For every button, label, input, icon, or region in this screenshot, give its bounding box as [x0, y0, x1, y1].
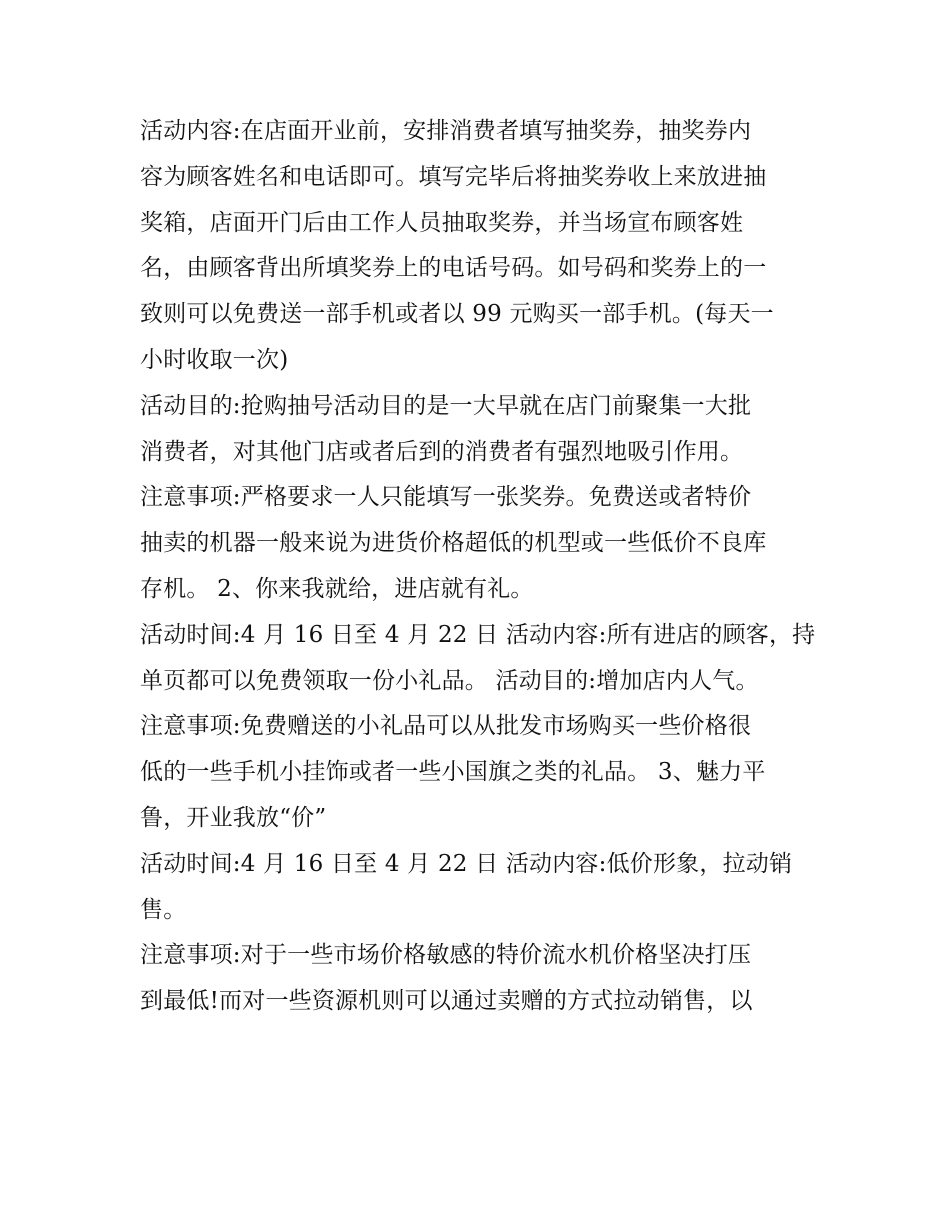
text-line: 活动时间:4 月 16 日至 4 月 22 日 活动内容:所有进店的顾客，持 — [140, 621, 816, 648]
text-line: 小时收取一次) — [140, 346, 289, 373]
text-line: 名，由顾客背出所填奖券上的电话号码。如号码和奖券上的一 — [140, 255, 767, 282]
document-body — [140, 109, 820, 1025]
text-line: 售。 — [140, 896, 187, 923]
text-line: 注意事项:严格要求一人只能填写一张奖券。免费送或者特价 — [140, 484, 752, 511]
text-line: 鲁，开业我放“价” — [140, 804, 327, 831]
text-line: 单页都可以免费领取一份小礼品。 活动目的:增加店内人气。 — [140, 667, 759, 694]
text-line: 活动内容:在店面开业前，安排消费者填写抽奖券，抽奖券内 — [140, 118, 752, 144]
text-line: 容为顾客姓名和电话即可。填写完毕后将抽奖券收上来放进抽 — [140, 163, 767, 190]
text-line: 活动时间:4 月 16 日至 4 月 22 日 活动内容:低价形象，拉动销 — [140, 850, 793, 877]
text-line: 致则可以免费送一部手机或者以 99 元购买一部手机。(每天一 — [140, 301, 774, 328]
text-line: 奖箱，店面开门后由工作人员抽取奖券，并当场宣布顾客姓 — [140, 209, 744, 236]
text-line: 注意事项:对于一些市场价格敏感的特价流水机价格坚决打压 — [140, 942, 752, 969]
text-line: 低的一些手机小挂饰或者一些小国旗之类的礼品。 3、魅力平 — [140, 759, 766, 786]
text-line: 到最低!而对一些资源机则可以通过卖赠的方式拉动销售，以 — [140, 988, 753, 1015]
text-line: 活动目的:抢购抽号活动目的是一大早就在店门前聚集一大批 — [140, 392, 752, 419]
text-line: 注意事项:免费赠送的小礼品可以从批发市场购买一些价格很 — [140, 713, 752, 740]
text-line: 抽卖的机器一般来说为进货价格超低的机型或一些低价不良库 — [140, 530, 767, 557]
text-line: 消费者，对其他门店或者后到的消费者有强烈地吸引作用。 — [140, 438, 744, 465]
text-line: 存机。 2、你来我就给，进店就有礼。 — [140, 575, 534, 602]
